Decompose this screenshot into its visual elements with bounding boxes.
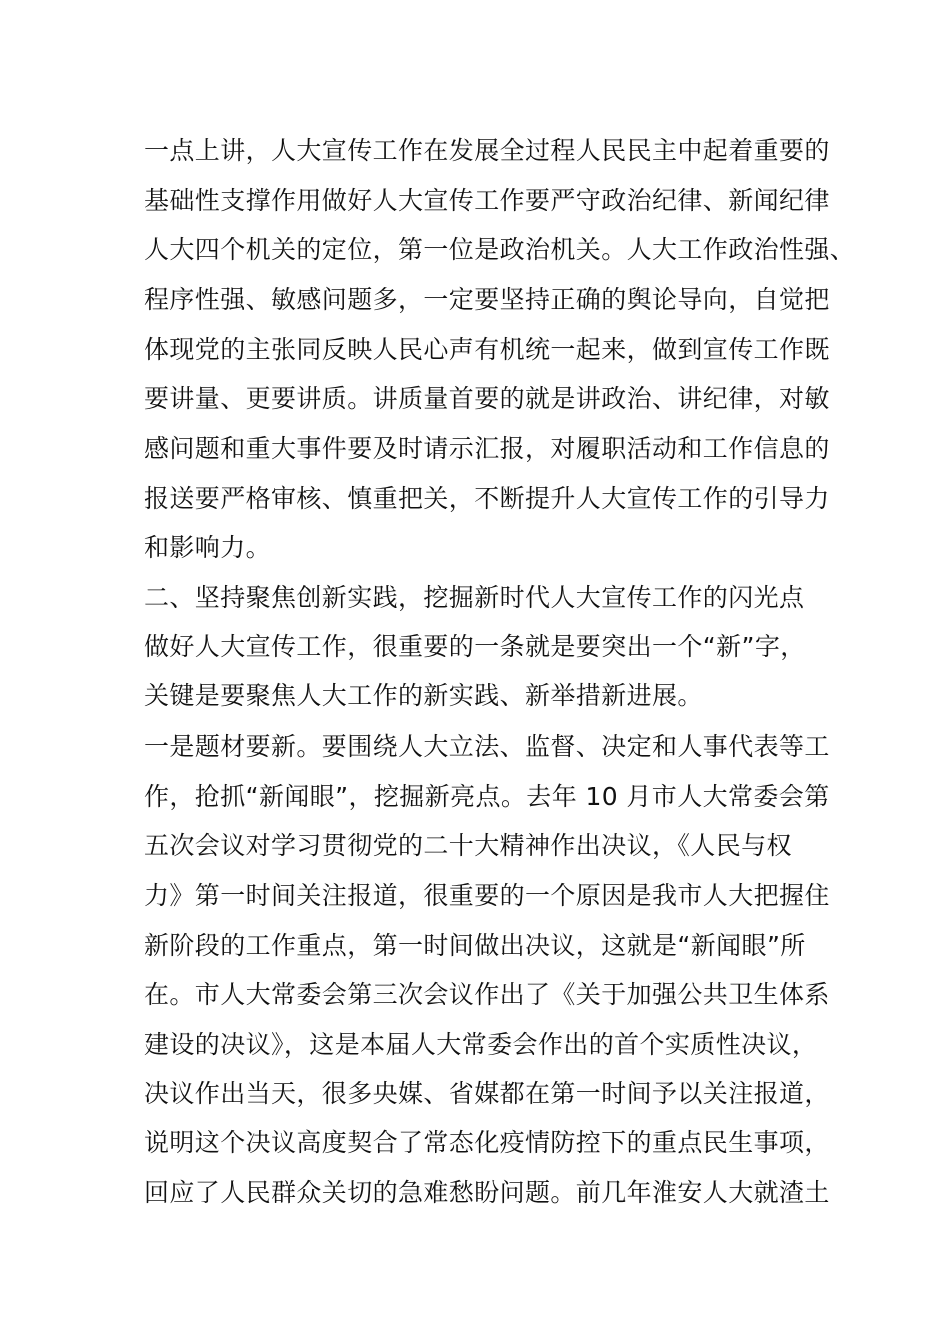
text-line: 和影响力。 — [144, 533, 272, 562]
text-line: 感问题和重大事件要及时请示汇报，对履职活动和工作信息的 — [144, 434, 830, 463]
text-line: 基础性支撑作用做好人大宣传工作要严守政治纪律、新闻纪律 — [144, 186, 830, 215]
text-line: 一是题材要新。要围绕人大立法、监督、决定和人事代表等工 — [144, 732, 830, 761]
text-line: 决议作出当天，很多央媒、省媒都在第一时间予以关注报道， — [144, 1079, 830, 1108]
text-line: 报送要严格审核、慎重把关，不断提升人大宣传工作的引导力 — [144, 484, 830, 513]
text-line: 说明这个决议高度契合了常态化疫情防控下的重点民生事项， — [144, 1128, 830, 1157]
text-line: 回应了人民群众关切的急难愁盼问题。前几年淮安人大就渣土 — [144, 1178, 830, 1207]
text-line: 建设的决议》，这是本届人大常委会作出的首个实质性决议， — [144, 1030, 818, 1059]
text-line: 作，抢抓“新闻眼”，挖掘新亮点。去年 10 月市人大常委会第 — [144, 782, 830, 811]
text-line: 要讲量、更要讲质。讲质量首要的就是讲政治、讲纪律，对敏 — [144, 384, 830, 413]
text-line: 体现党的主张同反映人民心声有机统一起来，做到宣传工作既 — [144, 335, 830, 364]
text-line: 程序性强、敏感问题多，一定要坚持正确的舆论导向，自觉把 — [144, 285, 830, 314]
text-line: 做好人大宣传工作，很重要的一条就是要突出一个“新”字， — [144, 632, 806, 661]
text-line: 一点上讲，人大宣传工作在发展全过程人民民主中起着重要的 — [144, 136, 830, 165]
text-line: 新阶段的工作重点，第一时间做出决议，这就是“新闻眼”所 — [144, 931, 806, 960]
text-line: 关键是要聚焦人大工作的新实践、新举措新进展。 — [144, 681, 703, 710]
section-heading: 二、坚持聚焦创新实践，挖掘新时代人大宣传工作的闪光点 — [144, 583, 805, 612]
text-line: 人大四个机关的定位，第一位是政治机关。人大工作政治性强、 — [144, 235, 856, 264]
text-line: 力》第一时间关注报道，很重要的一个原因是我市人大把握住 — [144, 881, 830, 910]
text-line: 五次会议对学习贯彻党的二十大精神作出决议，《人民与权 — [144, 831, 792, 860]
text-line: 在。市人大常委会第三次会议作出了《关于加强公共卫生体系 — [144, 980, 830, 1009]
